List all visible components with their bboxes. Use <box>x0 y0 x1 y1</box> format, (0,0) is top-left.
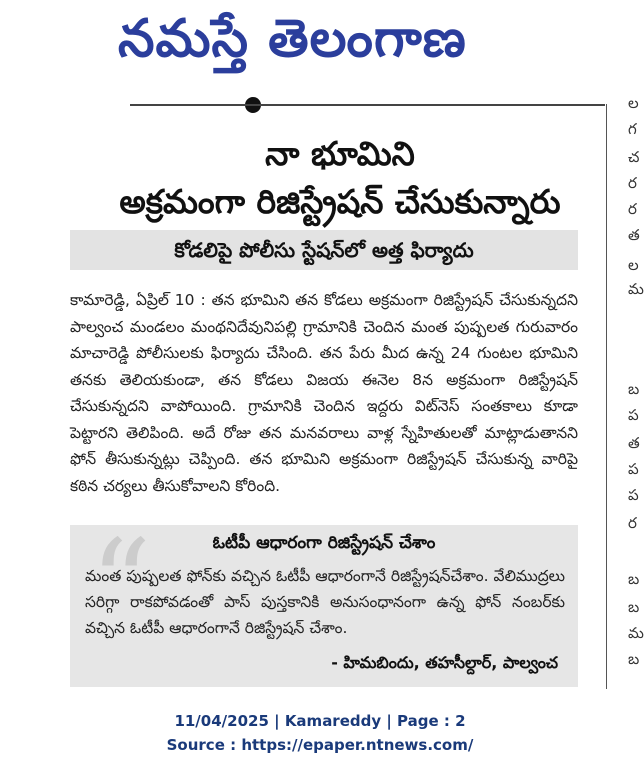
fragment-char: బ <box>628 650 640 668</box>
footer-date-page: 11/04/2025 | Kamareddy | Page : 2 <box>174 712 466 730</box>
fragment-char: త <box>628 226 640 244</box>
fragment-char: గ <box>628 120 637 138</box>
fragment-char: చ <box>628 148 640 166</box>
fragment-char: ప <box>628 406 639 424</box>
article-body: కామారెడ్డి, ఏప్రిల్ 10 : తన భూమిని తన కోడలు అక్రమంగా రిజిస్ట్రేషన్ చేసుకున్నదని పాల్వంచ మండలం మంథనిదేవునిపల్లి గ్రామానికి చెందిన మంత పుష్పలత గురువారం మాచారెడ్డి పోలీసులకు ఫిర్యాదు చేసింది. తన పేరు మీద ఉన్న 24 గుంటల భూమిని తనకు తెలియకుండా, తన కోడలు విజయ ఈనెల 8న అక్రమంగా రిజిస్ట్రేషన్ చేసుకున్నదని వాపోయింది. గ్రామానికి చెందిన ఇద్దరు విట్‌నెస్ సంతకాలు కూడా పెట్టారని తెలిపింది. అదే రోజు తన మనవరాలు వాళ్ల స్నేహితులతో మాట్లాడుతానని ఫోన్ తీసుకున్నట్లు చెప్పింది. తన భూమిని అక్రమంగా రిజిస్ట్రేషన్ చేసుకున్న వారిపై కఠిన చర్యలు తీసుకోవాలని కోరింది. <box>70 291 578 495</box>
fragment-char: బ <box>628 570 640 588</box>
quote-box <box>70 515 578 687</box>
top-divider <box>130 104 605 106</box>
quote-attribution: - హిమబిందు, తహసీల్దార్, పాల్వంచ <box>331 653 558 672</box>
fragment-char: ప <box>628 486 639 504</box>
fragment-char: ర <box>628 174 637 192</box>
fragment-char: మ <box>628 280 644 298</box>
footer-source: Source : https://epaper.ntnews.com/ <box>166 736 474 754</box>
article-subheadline: కోడలిపై పోలీసు స్టేషన్‌లో అత్త ఫిర్యాదు <box>70 230 578 270</box>
quote-mark-icon: “ <box>90 515 152 654</box>
fragment-char: ల <box>628 256 639 274</box>
fragment-char: బ <box>628 380 640 398</box>
fragment-char: మ <box>628 624 644 642</box>
headline-line-1: నా భూమిని <box>265 134 415 173</box>
fragment-char: ర <box>628 200 637 218</box>
fragment-char: ర <box>628 514 637 532</box>
adjacent-column-fragment <box>620 90 644 690</box>
quote-text: మంత పుష్పలత ఫోన్‌కు వచ్చిన ఓటీపీ ఆధారంగానే రిజిస్ట్రేషన్‌చేశాం. వేలిముద్రలు సరిగ్గా రాకపోవడంతో పాస్ పుస్తకానికి అనుసంధానంగా ఉన్న ఫోన్ నంబర్‌కు వచ్చిన ఓటీపీ ఆధారంగానే రిజిస్ట్రేషన్ చేశాం. <box>85 567 565 637</box>
masthead-logo: నమస్తే తెలంగాణ <box>118 9 467 69</box>
fragment-char: ల <box>628 94 639 112</box>
fragment-char: త <box>628 434 640 452</box>
fragment-char: బ <box>628 598 640 616</box>
article-headline <box>70 130 610 226</box>
headline-line-2: అక్రమంగా రిజిస్ట్రేషన్ చేసుకున్నారు <box>119 182 561 221</box>
quote-title: ఓటీపీ ఆధారంగా రిజిస్ట్రేషన్ చేశాం <box>212 533 436 553</box>
fragment-char: ప <box>628 460 639 478</box>
